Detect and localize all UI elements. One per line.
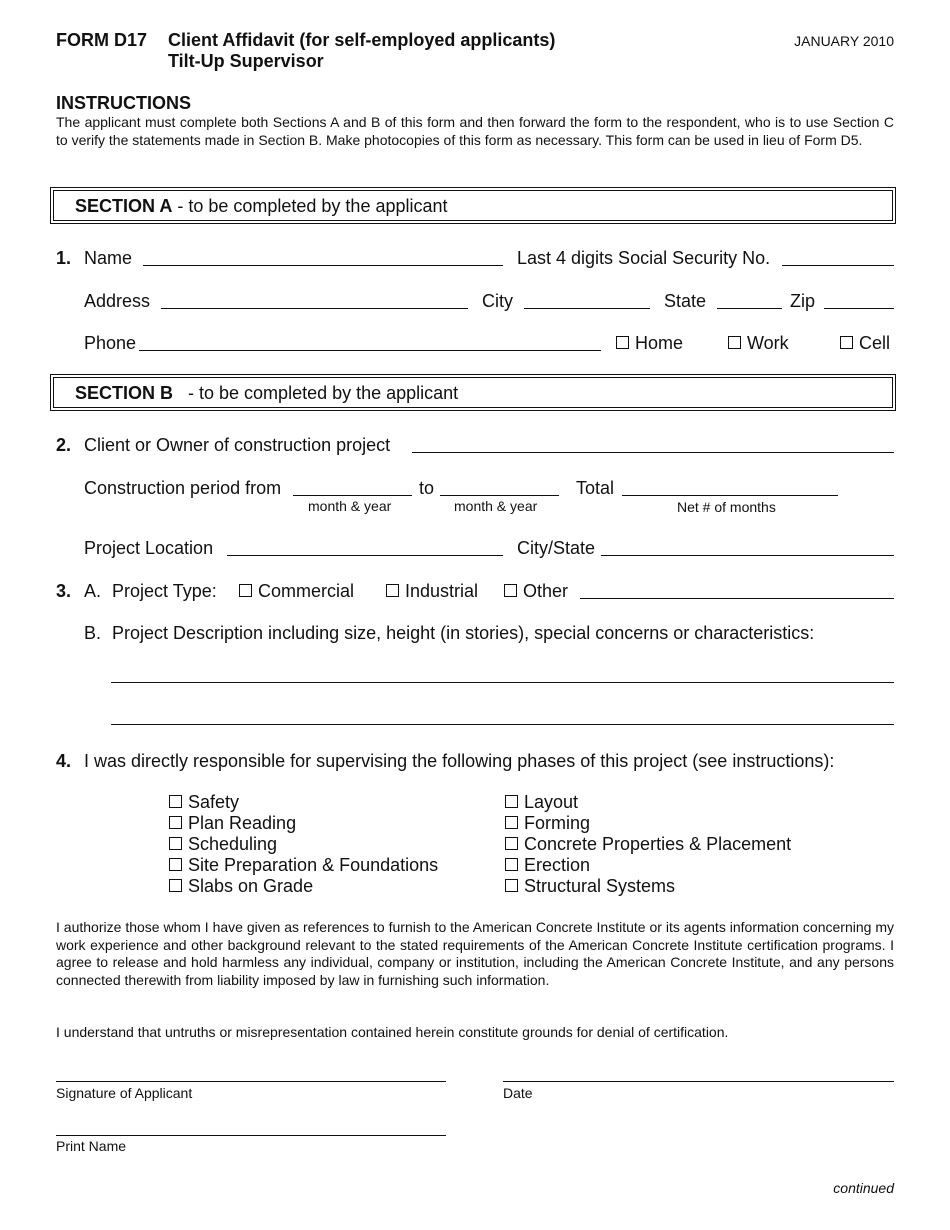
form-title: Client Affidavit (for self-employed applicants)	[168, 30, 556, 50]
period-to-field[interactable]	[440, 495, 559, 496]
work-checkbox[interactable]	[728, 336, 741, 349]
phase-label: Layout	[524, 792, 579, 812]
phase-concrete-properties[interactable]	[505, 834, 791, 855]
phase-checkbox[interactable]	[505, 816, 518, 829]
other-field[interactable]	[580, 598, 894, 599]
cell-option[interactable]	[840, 332, 890, 354]
item-3b-label: B.	[84, 623, 102, 643]
form-code: FORM D17	[56, 30, 148, 50]
name-label: Name	[84, 248, 133, 268]
total-hint: Net # of months	[677, 499, 776, 515]
section-a-box	[50, 187, 896, 224]
phase-checkbox[interactable]	[169, 837, 182, 850]
item-2-number: 2.	[56, 435, 72, 455]
description-label: Project Description including size, height (in stories), special concerns or characteristics:	[112, 623, 815, 643]
phone-label: Phone	[84, 333, 137, 353]
commercial-label: Commercial	[258, 581, 355, 601]
phase-erection[interactable]	[505, 855, 590, 876]
ssn-label: Last 4 digits Social Security No.	[517, 248, 771, 268]
phase-checkbox[interactable]	[169, 879, 182, 892]
location-label: Project Location	[84, 538, 214, 558]
phase-label: Slabs on Grade	[188, 876, 314, 896]
period-from-label: Construction period from	[84, 478, 282, 498]
item-3-number: 3.	[56, 581, 72, 601]
period-from-field[interactable]	[293, 495, 412, 496]
phase-checkbox[interactable]	[169, 795, 182, 808]
phase-label: Erection	[524, 855, 591, 875]
address-field[interactable]	[161, 308, 468, 309]
phase-layout[interactable]	[505, 792, 578, 813]
section-a-label: SECTION A	[75, 196, 173, 216]
item-4-text: I was directly responsible for supervising the following phases of this project (see instructions):	[84, 751, 835, 771]
phase-label: Plan Reading	[188, 813, 297, 833]
industrial-label: Industrial	[405, 581, 479, 601]
industrial-option[interactable]	[386, 580, 478, 602]
city-field[interactable]	[524, 308, 650, 309]
total-field[interactable]	[622, 495, 838, 496]
description-line-2[interactable]	[111, 724, 894, 725]
state-field[interactable]	[717, 308, 782, 309]
client-field[interactable]	[412, 452, 894, 453]
zip-label: Zip	[790, 291, 816, 311]
period-to-hint: month & year	[454, 498, 538, 514]
item-1-number: 1.	[56, 248, 72, 268]
item-3a-label: A.	[84, 581, 102, 601]
phase-site-preparation[interactable]	[169, 855, 438, 876]
phase-checkbox[interactable]	[505, 795, 518, 808]
signature-field[interactable]	[56, 1081, 446, 1082]
phase-forming[interactable]	[505, 813, 590, 834]
phase-slabs-on-grade[interactable]	[169, 876, 313, 897]
ssn-field[interactable]	[782, 265, 894, 266]
section-b-label: SECTION B	[75, 383, 174, 403]
phone-field[interactable]	[139, 350, 601, 351]
authorization-text: I authorize those whom I have given as references to furnish to the American Concrete Institute or its agents information concerning my work experience and other background relevant to the stated requirements of the American Concrete Institute certification programs. I agree to release and hold harmless any individual, company or institution, including the American Concrete Institute, and any persons connected therewith from liability imposed by law in furnishing such information.	[56, 919, 894, 988]
cell-checkbox[interactable]	[840, 336, 853, 349]
zip-field[interactable]	[824, 308, 894, 309]
continued-note: continued	[833, 1180, 894, 1196]
location-field[interactable]	[227, 555, 503, 556]
section-a-desc: - to be completed by the applicant	[172, 196, 448, 216]
instructions-text: The applicant must complete both Sections A and B of this form and then forward the form to the respondent, who is to use Section C to verify the statements made in Section B. Make photocopies of this form as necessary. This form can be used in lieu of Form D5.	[56, 114, 894, 148]
date-field[interactable]	[503, 1081, 894, 1082]
other-label: Other	[523, 581, 569, 601]
print-name-field[interactable]	[56, 1135, 446, 1136]
commercial-checkbox[interactable]	[239, 584, 252, 597]
total-label: Total	[576, 478, 615, 498]
phase-checkbox[interactable]	[169, 858, 182, 871]
phase-plan-reading[interactable]	[169, 813, 296, 834]
phase-label: Concrete Properties & Placement	[524, 834, 792, 854]
to-label: to	[419, 478, 435, 498]
phase-checkbox[interactable]	[505, 879, 518, 892]
other-checkbox[interactable]	[504, 584, 517, 597]
client-label: Client or Owner of construction project	[84, 435, 391, 455]
signature-label: Signature of Applicant	[56, 1085, 193, 1101]
home-option[interactable]	[616, 332, 683, 354]
form-date: JANUARY 2010	[794, 33, 894, 49]
city-state-label: City/State	[517, 538, 596, 558]
name-field[interactable]	[143, 265, 503, 266]
work-option[interactable]	[728, 332, 789, 354]
phase-checkbox[interactable]	[505, 858, 518, 871]
date-label: Date	[503, 1085, 533, 1101]
work-label: Work	[747, 333, 789, 353]
phase-label: Forming	[524, 813, 591, 833]
phase-label: Structural Systems	[524, 876, 676, 896]
phase-label: Scheduling	[188, 834, 278, 854]
phase-label: Site Preparation & Foundations	[188, 855, 439, 875]
print-name-label: Print Name	[56, 1138, 127, 1154]
item-4-number: 4.	[56, 751, 72, 771]
cell-label: Cell	[859, 333, 891, 353]
instructions-heading: INSTRUCTIONS	[56, 93, 191, 113]
city-label: City	[482, 291, 513, 311]
commercial-option[interactable]	[239, 580, 354, 602]
phase-checkbox[interactable]	[169, 816, 182, 829]
period-from-hint: month & year	[308, 498, 392, 514]
address-label: Address	[84, 291, 151, 311]
home-checkbox[interactable]	[616, 336, 629, 349]
industrial-checkbox[interactable]	[386, 584, 399, 597]
section-b-box	[50, 374, 896, 411]
state-label: State	[664, 291, 707, 311]
project-type-label: Project Type:	[112, 581, 217, 601]
phase-structural-systems[interactable]	[505, 876, 675, 897]
understanding-text: I understand that untruths or misrepresentation contained herein constitute grounds for denial of certification.	[56, 1024, 729, 1040]
other-option[interactable]	[504, 580, 568, 602]
form-subtitle: Tilt-Up Supervisor	[168, 51, 324, 71]
description-line-1[interactable]	[111, 682, 894, 683]
phase-checkbox[interactable]	[505, 837, 518, 850]
phase-label: Safety	[188, 792, 240, 812]
city-state-field[interactable]	[601, 555, 894, 556]
phase-safety[interactable]	[169, 792, 239, 813]
phase-scheduling[interactable]	[169, 834, 277, 855]
home-label: Home	[635, 333, 684, 353]
section-b-desc: - to be completed by the applicant	[173, 383, 459, 403]
